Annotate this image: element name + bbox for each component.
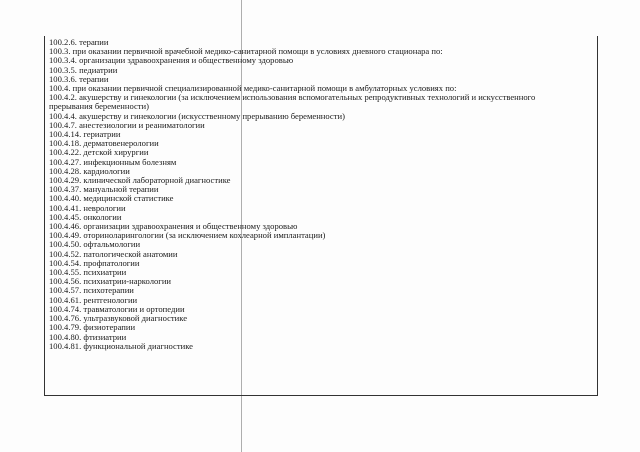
license-list-table (44, 36, 598, 396)
list-item: 100.4.80. фтизиатрии (49, 331, 127, 342)
list-item: 100.4.7. анестезиологии и реаниматологии (49, 119, 205, 130)
list-item: 100.3.5. педиатрии (49, 64, 118, 75)
list-item: 100.4.40. медицинской статистике (49, 193, 174, 204)
list-item: 100.4.52. патологической анатомии (49, 248, 178, 259)
list-item: 100.3.4. организации здравоохранения и общественному здоровью (49, 55, 294, 66)
list-item: 100.4.45. онкологии (49, 211, 122, 222)
list-item: 100.4.76. ультразвуковой диагностике (49, 313, 188, 324)
list-item: 100.4.81. функциональной диагностике (49, 340, 193, 351)
list-item: 100.4.22. детской хирургии (49, 147, 149, 158)
list-item: 100.4.14. гериатрии (49, 129, 121, 140)
list-item: прерывания беременности) (49, 101, 150, 112)
service-list (49, 38, 593, 351)
list-item: 100.4.57. психотерапии (49, 285, 134, 296)
list-item: 100.4.56. психиатрии-наркологии (49, 276, 172, 287)
list-item: 100.4.54. профпатологии (49, 257, 140, 268)
list-item: 100.4.79. физиотерапии (49, 322, 136, 333)
list-item: 100.4.49. оториноларингологии (за исключением кохлеарной имплантации) (49, 230, 326, 241)
list-item: 100.4.61. рентгенологии (49, 294, 138, 305)
list-item: 100.3. при оказании первичной врачебной медико-санитарной помощи в условиях дневного стационара по: (49, 46, 443, 57)
list-item: 100.4.4. акушерству и гинекологии (искусственному прерыванию беременности) (49, 110, 345, 121)
list-item: 100.2.6. терапии (49, 37, 109, 47)
list-item: 100.4.29. клинической лабораторной диагностике (49, 175, 231, 186)
list-item: 100.4.18. дерматовенерологии (49, 138, 159, 149)
list-item: 100.4.28. кардиологии (49, 165, 130, 176)
list-item: 100.4.55. психиатрии (49, 267, 127, 278)
list-item: 100.4.37. мануальной терапии (49, 184, 159, 195)
list-item: 100.4.41. неврологии (49, 202, 126, 213)
list-item: 100.4.46. организации здравоохранения и общественному здоровью (49, 221, 298, 232)
list-item: 100.3.6. терапии (49, 73, 109, 84)
list-item: 100.4.27. инфекционным болезням (49, 156, 177, 167)
list-item: 100.4.2. акушерству и гинекологии (за исключением использования вспомогательных репродуктивных технологий и искусственного (49, 92, 536, 103)
list-item: 100.4. при оказании первичной специализированной медико-санитарной помощи в амбулаторных условиях по: (49, 83, 457, 94)
list-item: 100.4.50. офтальмологии (49, 239, 141, 250)
list-item: 100.4.74. травматологии и ортопедии (49, 303, 185, 314)
